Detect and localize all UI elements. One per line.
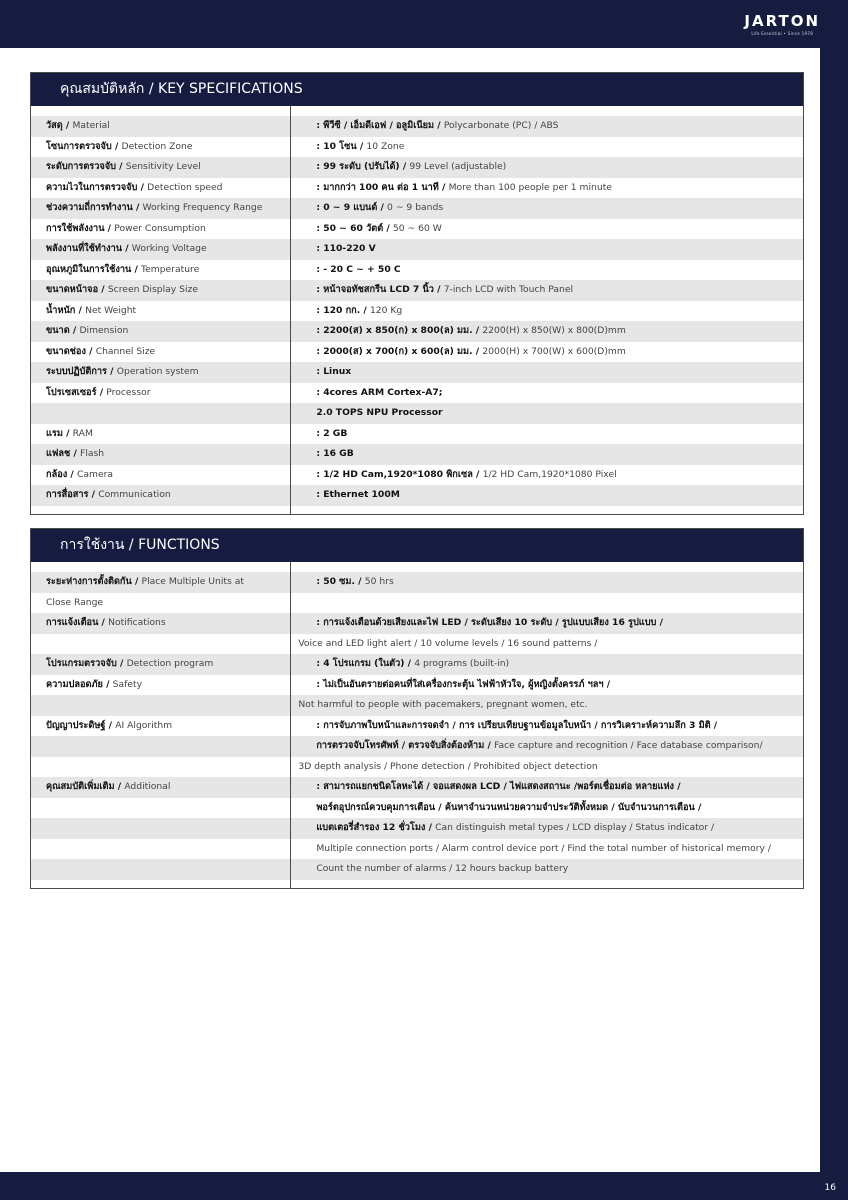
row-value [290,157,803,178]
value-english: 0 ~ 9 bands [387,202,444,213]
value-english: Face capture and recognition / Face database comparison/ [494,740,763,751]
value-thai: : 50 ~ 60 วัตต์ / [316,222,393,234]
table-row [31,342,803,363]
table-row [31,116,803,137]
functions-table [31,562,803,888]
label-english: Place Multiple Units at [141,576,244,587]
value-english: Count the number of alarms / 12 hours backup battery [316,863,569,874]
row-value [290,260,803,281]
table-row [31,137,803,158]
row-value [290,736,803,757]
row-label [31,485,290,506]
value-thai: : มากกว่า 100 คน ต่อ 1 นาที / [316,181,449,193]
label-english: Material [72,120,110,131]
row-value [290,818,803,839]
right-edge-bar [820,48,848,1172]
table-row [31,757,803,778]
row-label [31,634,290,655]
row-value [290,219,803,240]
row-value [290,403,803,424]
row-label [31,321,290,342]
row-label [31,137,290,158]
table-row [31,593,803,614]
row-value [290,444,803,465]
label-thai: ความปลอดภัย / [46,678,113,690]
table-row [31,572,803,593]
row-label [31,178,290,199]
row-value [290,383,803,404]
table-row [31,716,803,737]
table-row [31,839,803,860]
value-thai: : 4 โปรแกรม (ในตัว) / [316,658,415,669]
label-english: Detection Zone [121,140,193,152]
table-row [31,239,803,260]
row-label [31,757,290,778]
row-label [31,777,290,798]
row-label [31,157,290,178]
value-english: Not harmful to people with pacemakers, pregnant women, etc. [298,699,588,710]
table-row [31,219,803,240]
value-english: Polycarbonate (PC) / ABS [443,120,559,131]
table-row [31,485,803,506]
row-value [290,280,803,301]
label-english: Working Voltage [131,243,207,254]
label-english: Power Consumption [114,222,206,234]
table-row [31,818,803,839]
table-row [31,613,803,634]
table-row [31,301,803,322]
brand-logo [744,12,820,36]
table-row [31,424,803,445]
row-value [290,465,803,486]
label-thai: ระดับการตรวจจับ / [46,161,126,172]
row-value [290,239,803,260]
row-label [31,116,290,137]
label-english: Operation system [116,366,199,377]
table-row [31,280,803,301]
table-row [31,157,803,178]
label-english: Safety [112,678,143,690]
label-thai: การสื่อสาร / [46,489,99,500]
row-label [31,572,290,593]
label-thai: ขนาดช่อง / [46,345,96,357]
value-thai: พอร์ตอุปกรณ์ควบคุมการเตือน / ค้นหาจำนวนหน่วยความจำประวัติทั้งหมด / นับจำนวนการเตือน / [316,801,702,813]
label-english: Detection program [126,658,214,669]
row-value [290,757,803,778]
value-thai: : 4cores ARM Cortex-A7; [316,386,443,398]
row-value [290,424,803,445]
label-thai: การใช้พลังงาน / [46,222,115,234]
row-value [290,116,803,137]
table-row [31,465,803,486]
row-value [290,178,803,199]
table-row [31,736,803,757]
label-english: Net Weight [85,304,137,316]
row-label [31,239,290,260]
spec-table [31,106,803,514]
label-thai: ระยะห่างการตั้งติดกัน / [46,576,142,587]
value-thai: การตรวจจับโทรศัพท์ / ตรวจจับสิ่งต้องห้าม / [316,740,495,751]
table-row [31,198,803,219]
label-thai: โซนการตรวจจับ / [46,140,122,152]
row-label [31,859,290,880]
row-value [290,198,803,219]
value-thai: : 2200(ส) x 850(ก) x 800(ล) มม. / [316,325,483,336]
label-english: Camera [76,468,114,480]
value-thai: : 10 โซน / [316,140,367,152]
table-row [31,675,803,696]
row-label [31,383,290,404]
row-label [31,444,290,465]
row-value [290,695,803,716]
label-english: Dimension [79,325,129,336]
row-label [31,675,290,696]
row-label [31,839,290,860]
row-value [290,593,803,614]
label-thai: การแจ้งเตือน / [46,617,109,628]
row-label [31,362,290,383]
row-label [31,736,290,757]
label-thai: ความไวในการตรวจจับ / [46,181,148,193]
row-label [31,695,290,716]
table-row [31,260,803,281]
row-label [31,280,290,301]
label-thai: วัสดุ / [46,120,73,131]
table-row [31,321,803,342]
row-label [31,593,290,614]
value-english: 1/2 HD Cam,1920*1080 Pixel [482,468,617,480]
value-thai: : 50 ซม. / [316,576,365,587]
section-title: คุณสมบัติหลัก / KEY SPECIFICATIONS [31,73,803,106]
row-value [290,654,803,675]
value-english: 50 hrs [364,576,394,587]
table-row [31,798,803,819]
row-label [31,716,290,737]
table-row [31,859,803,880]
table-row [31,178,803,199]
label-thai: คุณสมบัติเพิ่มเติม / [46,781,125,792]
row-value [290,485,803,506]
table-row [31,362,803,383]
label-thai: อุณหภูมิในการใช้งาน / [46,263,142,275]
key-specifications-section [30,72,804,515]
value-thai: : 0 ~ 9 แบนด์ / [316,202,388,213]
row-label [31,818,290,839]
row-value [290,301,803,322]
value-thai: : 2 GB [316,427,348,439]
label-thai: แรม / [46,427,73,439]
value-thai: : Linux [316,366,352,377]
label-thai: น้ำหนัก / [46,304,86,316]
label-thai: ปัญญาประดิษฐ์ / [46,719,116,731]
label-english: Temperature [141,263,200,275]
value-thai: : 99 ระดับ (ปรับได้) / [316,161,410,172]
table-row [31,383,803,404]
row-value [290,613,803,634]
label-thai: ระบบปฏิบัติการ / [46,366,117,377]
label-thai: แฟลช / [46,448,81,459]
label-thai: พลังงานที่ใช้ทำงาน / [46,243,132,254]
row-label [31,798,290,819]
value-english: More than 100 people per 1 minute [448,181,612,193]
value-thai: : 1/2 HD Cam,1920*1080 พิกเซล / [316,468,483,480]
row-label [31,219,290,240]
value-english: Voice and LED light alert / 10 volume levels / 16 sound patterns / [298,637,598,649]
label-english: Additional [124,781,171,792]
brand-tagline: Life Essential • Since 1978 [751,31,814,36]
value-thai: : - 20 C ~ + 50 C [316,263,401,275]
bottom-banner [0,1172,848,1200]
row-label [31,465,290,486]
row-label [31,301,290,322]
value-thai: : การแจ้งเตือนด้วยเสียงและไฟ LED / ระดับเสียง 10 ระดับ / รูปแบบเสียง 16 รูปแบบ / [316,617,663,628]
value-english: 2200(H) x 850(W) x 800(D)mm [482,325,626,336]
value-thai: : พีวีซี / เอ็มดีเอฟ / อลูมิเนียม / [316,120,444,131]
label-english: Flash [80,448,105,459]
value-english: Can distinguish metal types / LCD display / Status indicator / [435,822,715,833]
label-english: Working Frequency Range [142,202,263,213]
value-english: 120 Kg [369,304,403,316]
row-value [290,839,803,860]
table-row [31,777,803,798]
label-thai: ขนาด / [46,325,80,336]
label-english: Channel Size [95,345,156,357]
value-thai: : ไม่เป็นอันตรายต่อคนที่ใส่เครื่องกระตุ้น ไฟฟ้าหัวใจ, ผู้หญิงตั้งครรภ์ ฯลฯ / [316,678,611,690]
value-english: 10 Zone [366,140,405,152]
table-row [31,444,803,465]
section-title: การใช้งาน / FUNCTIONS [31,529,803,562]
row-value [290,342,803,363]
label-english: Notifications [108,617,166,628]
top-banner [0,0,848,48]
value-thai: : หน้าจอทัชสกรีน LCD 7 นิ้ว / [316,284,444,295]
row-label [31,260,290,281]
table-row [31,695,803,716]
row-label [31,654,290,675]
row-label [31,403,290,424]
functions-section [30,528,804,889]
value-thai: 2.0 TOPS NPU Processor [316,407,443,418]
value-thai: แบตเตอรี่สำรอง 12 ชั่วโมง / [316,822,436,833]
label-english: RAM [72,427,93,439]
label-english: Detection speed [147,181,223,193]
table-row [31,403,803,424]
value-thai: : 2000(ส) x 700(ก) x 600(ล) มม. / [316,345,483,357]
label-english: Processor [106,386,151,398]
row-label [31,342,290,363]
label-thai: ขนาดหน้าจอ / [46,284,108,295]
value-thai: : การจับภาพใบหน้าและการจดจำ / การ เปรียบเทียบฐานข้อมูลใบหน้า / การวิเคราะห์ความลึก 3 มิติ / [316,719,718,731]
table-row [31,634,803,655]
label-english: Screen Display Size [107,284,198,295]
page-number: 16 [824,1183,836,1193]
label-thai: โปรแกรมตรวจจับ / [46,658,127,669]
row-value [290,321,803,342]
row-value [290,777,803,798]
table-row [31,654,803,675]
row-value [290,859,803,880]
label-english: Sensitivity Level [125,161,201,172]
value-english: 2000(H) x 700(W) x 600(D)mm [482,345,626,357]
row-label [31,613,290,634]
label-english: Close Range [46,596,104,608]
value-thai: : 120 กก. / [316,304,370,316]
value-english: 3D depth analysis / Phone detection / Prohibited object detection [298,760,598,772]
value-thai: : Ethernet 100M [316,489,400,500]
row-value [290,137,803,158]
label-thai: โปรเซสเซอร์ / [46,386,107,398]
label-english: AI Algorithm [115,719,173,731]
row-value [290,798,803,819]
value-english: 4 programs (built-in) [414,658,510,669]
label-thai: ช่วงความถี่การทำงาน / [46,202,143,213]
value-english: 50 ~ 60 W [392,222,442,234]
value-english: 99 Level (adjustable) [409,161,507,172]
row-value [290,675,803,696]
value-english: 7-inch LCD with Touch Panel [443,284,574,295]
label-thai: กล้อง / [46,468,77,480]
label-english: Communication [98,489,171,500]
row-value [290,634,803,655]
row-value [290,362,803,383]
row-label [31,424,290,445]
row-label [31,198,290,219]
brand-name: JARTON [744,12,820,30]
value-thai: : สามารถแยกชนิดโลหะได้ / จอแสดงผล LCD / ไฟแสดงสถานะ /พอร์ตเชื่อมต่อ หลายแห่ง / [316,781,681,792]
row-value [290,716,803,737]
row-value [290,572,803,593]
value-thai: : 16 GB [316,448,354,459]
value-thai: : 110-220 V [316,243,376,254]
value-english: Multiple connection ports / Alarm control device port / Find the total number of historical memory / [316,842,771,854]
